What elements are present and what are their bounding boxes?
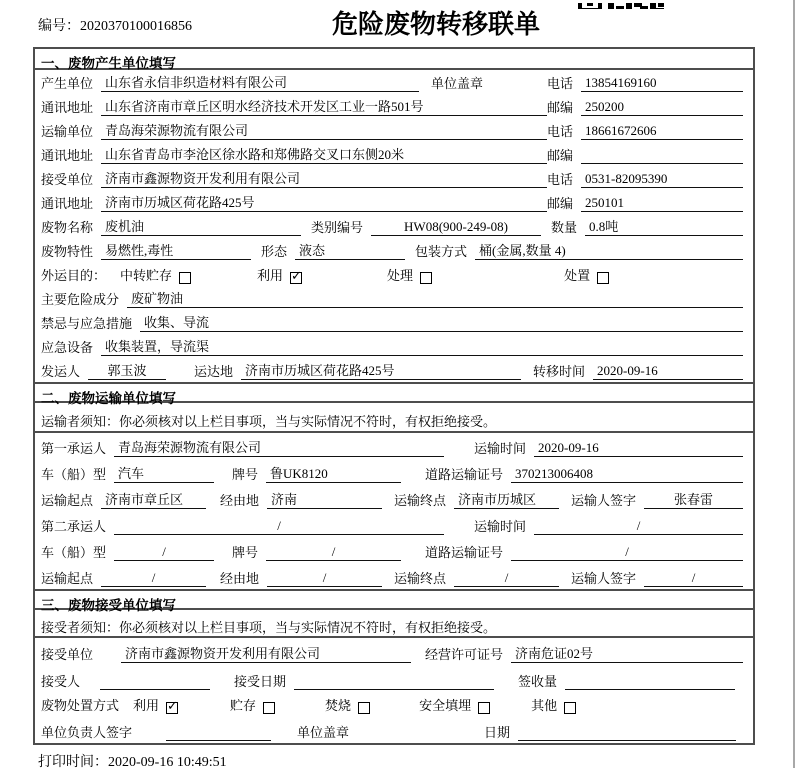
transfer-storage-label: 中转贮存 — [120, 268, 173, 283]
date2-label: 日期 — [484, 725, 511, 740]
accept-person-row — [35, 665, 753, 692]
first-carrier-label: 第一承运人 — [41, 441, 107, 456]
license-label: 经营许可证号 — [425, 647, 504, 662]
signed-amount-label: 签收量 — [518, 674, 558, 689]
phone1-label: 电话 — [547, 76, 574, 91]
print-time-value: 2020-09-16 10:49:51 — [108, 755, 227, 768]
address1-label: 通讯地址 — [41, 100, 94, 115]
treatment-checkbox — [420, 272, 432, 284]
transporter-address-row — [35, 142, 753, 166]
address3-label: 通讯地址 — [41, 196, 94, 211]
disposal-method-label: 废物处置方式 — [41, 698, 120, 713]
transport-time2-label: 运输时间 — [474, 519, 527, 534]
manifest-form — [33, 47, 755, 745]
address2-label: 通讯地址 — [41, 148, 94, 163]
origin1-label: 运输起点 — [41, 493, 94, 508]
road-permit1-label: 道路运输证号 — [425, 467, 504, 482]
address2-value: 山东省青岛市李沧区徐水路和郑佛路交叉口东侧20米 — [101, 144, 547, 164]
zip3-label: 邮编 — [547, 196, 574, 211]
phone2-label: 电话 — [547, 124, 574, 139]
date2-value — [518, 725, 736, 741]
disposal-other-label: 其他 — [531, 698, 558, 713]
vehicle-type1-value: 汽车 — [114, 463, 214, 483]
print-time — [38, 751, 227, 768]
receiver-value: 济南市鑫源物资开发利用有限公司 — [101, 168, 547, 188]
hazard-component-value: 废矿物油 — [127, 288, 743, 308]
reuse-checkbox — [290, 272, 302, 284]
packing-value: 桶(金属,数量 4) — [475, 240, 743, 260]
disposal-landfill-label: 安全填埋 — [419, 698, 472, 713]
hazard-component-label: 主要危险成分 — [41, 292, 120, 307]
unit-seal2-label: 单位盖章 — [297, 725, 350, 740]
phone2-value: 18661672606 — [581, 123, 743, 140]
purpose-option-disposal — [564, 265, 609, 284]
destination-value: 济南市历城区荷花路425号 — [241, 360, 521, 380]
vehicle2-row — [35, 537, 753, 563]
road-permit1-value: 370213006408 — [511, 466, 743, 483]
qr-code-fragment-icon — [578, 0, 664, 9]
disposal-other-checkbox — [564, 702, 576, 714]
treatment-label: 处理 — [387, 268, 414, 283]
vehicle1-row — [35, 459, 753, 485]
disposal-option-incineration — [325, 695, 370, 714]
shipper-label: 发运人 — [41, 364, 81, 379]
responsible-sign-row — [35, 716, 753, 743]
class-code-value: HW08(900-249-08) — [371, 219, 541, 236]
disposal-reuse-label: 利用 — [133, 698, 160, 713]
disposal-storage-checkbox — [263, 702, 275, 714]
transport-time2-value: / — [534, 518, 743, 535]
end2-label: 运输终点 — [394, 571, 447, 586]
section1-heading: 一、废物产生单位填写 — [35, 49, 753, 70]
origin2-label: 运输起点 — [41, 571, 94, 586]
zip3-value: 250101 — [581, 195, 743, 212]
emergency-equipment-row — [35, 334, 753, 358]
transporter-label: 运输单位 — [41, 124, 94, 139]
route1-row — [35, 485, 753, 511]
transporter-group — [41, 120, 547, 140]
section1-body — [35, 70, 753, 382]
page-title: 危险废物转移联单 — [332, 9, 541, 39]
serial-number — [38, 15, 192, 35]
print-time-label: 打印时间： — [38, 755, 108, 768]
reuse-label: 利用 — [257, 268, 284, 283]
transporter-row — [35, 118, 753, 142]
transport-purpose-label: 外运目的： — [41, 268, 107, 283]
origin2-value: / — [101, 570, 206, 587]
accept-person-value — [100, 674, 210, 690]
phone3-value: 0531-82095390 — [581, 171, 743, 188]
page-right-edge — [793, 0, 795, 768]
section2-body — [35, 403, 753, 589]
shipper-value: 郭玉波 — [88, 360, 166, 380]
serial-label: 编号： — [38, 19, 80, 34]
unit-seal-label: 单位盖章 — [431, 76, 484, 91]
accept-unit-row — [35, 638, 753, 665]
waste-traits-row — [35, 238, 753, 262]
waste-form-label: 形态 — [261, 244, 288, 259]
disposal-method-row — [35, 692, 753, 716]
disposal-landfill-checkbox — [478, 702, 490, 714]
road-permit2-label: 道路运输证号 — [425, 545, 504, 560]
waste-name-row — [35, 214, 753, 238]
disposal-option-other — [531, 695, 576, 714]
plate2-value: / — [266, 544, 401, 561]
disposal-incineration-checkbox — [358, 702, 370, 714]
carrier-sign2-label: 运输人签字 — [571, 571, 637, 586]
waste-traits-value: 易燃性,毒性 — [101, 240, 251, 260]
purpose-option-reuse — [257, 265, 302, 284]
packing-label: 包装方式 — [415, 244, 468, 259]
producer-left-group — [41, 72, 547, 92]
license-value: 济南危证02号 — [511, 643, 743, 663]
disposal-incineration-label: 焚烧 — [325, 698, 352, 713]
waste-name-label: 废物名称 — [41, 220, 94, 235]
transport-time1-value: 2020-09-16 — [534, 440, 743, 457]
purpose-option-treatment — [387, 265, 432, 284]
class-code-label: 类别编号 — [311, 220, 364, 235]
zip1-value: 250200 — [581, 99, 743, 116]
disposal-reuse-checkbox — [166, 702, 178, 714]
transporter-notice: 运输者须知：你必须核对以上栏目事项，当与实际情况不符时，有权拒绝接受。 — [35, 403, 753, 433]
carrier-sign1-value: 张春雷 — [644, 489, 743, 509]
plate1-label: 牌号 — [232, 467, 259, 482]
receiver-address-group — [41, 192, 547, 212]
disposal-label: 处置 — [564, 268, 591, 283]
receiver-group — [41, 168, 547, 188]
zip2-value — [581, 148, 743, 164]
taboo-measures-label: 禁忌与应急措施 — [41, 316, 133, 331]
quantity-label: 数量 — [551, 220, 578, 235]
via2-label: 经由地 — [220, 571, 260, 586]
disposal-option-landfill — [419, 695, 490, 714]
first-carrier-value: 青岛海荣源物流有限公司 — [114, 437, 444, 457]
vehicle-type2-label: 车（船）型 — [41, 545, 107, 560]
disposal-checkbox — [597, 272, 609, 284]
producer-address-row — [35, 94, 753, 118]
accept-date-label: 接受日期 — [234, 674, 287, 689]
second-carrier-row — [35, 511, 753, 537]
via1-label: 经由地 — [220, 493, 260, 508]
producer-unit-label: 产生单位 — [41, 76, 94, 91]
zip1-label: 邮编 — [547, 100, 574, 115]
route2-row — [35, 563, 753, 589]
transfer-time-label: 转移时间 — [533, 364, 586, 379]
disposal-option-storage — [230, 695, 275, 714]
section3-body — [35, 610, 753, 743]
serial-value: 2020370100016856 — [80, 19, 192, 34]
transport-purpose-row — [35, 262, 753, 286]
phone1-value: 13854169160 — [581, 75, 743, 92]
transport-time1-label: 运输时间 — [474, 441, 527, 456]
receiver-row — [35, 166, 753, 190]
transporter-address-group — [41, 144, 547, 164]
carrier-sign2-value: / — [644, 570, 743, 587]
waste-form-value: 液态 — [295, 240, 405, 260]
receiver-notice: 接受者须知：你必须核对以上栏目事项，当与实际情况不符时，有权拒绝接受。 — [35, 610, 753, 638]
purpose-option-transfer-storage — [120, 265, 191, 284]
accept-unit-value: 济南市鑫源物资开发利用有限公司 — [121, 643, 411, 663]
shipper-row — [35, 358, 753, 382]
vehicle-type2-value: / — [114, 544, 214, 561]
address1-value: 山东省济南市章丘区明水经济技术开发区工业一路501号 — [101, 96, 547, 116]
emergency-equipment-label: 应急设备 — [41, 340, 94, 355]
producer-unit-value: 山东省永信非织造材料有限公司 — [101, 72, 419, 92]
transfer-time-value: 2020-09-16 — [593, 363, 743, 380]
second-carrier-value: / — [114, 518, 444, 535]
transfer-storage-checkbox — [179, 272, 191, 284]
end2-value: / — [454, 570, 559, 587]
end1-value: 济南市历城区 — [454, 489, 559, 509]
responsible-sign-label: 单位负责人签字 — [41, 725, 133, 740]
producer-row — [35, 70, 753, 94]
accept-date-value — [294, 674, 494, 690]
accept-unit-label: 接受单位 — [41, 647, 94, 662]
first-carrier-row — [35, 433, 753, 459]
second-carrier-label: 第二承运人 — [41, 519, 107, 534]
carrier-sign1-label: 运输人签字 — [571, 493, 637, 508]
origin1-value: 济南市章丘区 — [101, 489, 206, 509]
responsible-sign-value — [166, 725, 271, 741]
taboo-measures-value: 收集、导流 — [140, 312, 743, 332]
taboo-measures-row — [35, 310, 753, 334]
disposal-option-reuse — [133, 695, 178, 714]
road-permit2-value: / — [511, 544, 743, 561]
destination-label: 运达地 — [194, 364, 234, 379]
signed-amount-value — [565, 674, 735, 690]
section2-heading: 二、废物运输单位填写 — [35, 382, 753, 403]
section3-heading: 三、废物接受单位填写 — [35, 589, 753, 610]
plate2-label: 牌号 — [232, 545, 259, 560]
quantity-value: 0.8吨 — [585, 216, 743, 236]
phone3-label: 电话 — [547, 172, 574, 187]
plate1-value: 鲁UK8120 — [266, 463, 401, 483]
receiver-address-row — [35, 190, 753, 214]
hazard-component-row — [35, 286, 753, 310]
via2-value: / — [267, 570, 382, 587]
zip2-label: 邮编 — [547, 148, 574, 163]
waste-name-value: 废机油 — [101, 216, 301, 236]
accept-person-label: 接受人 — [41, 674, 81, 689]
via1-value: 济南 — [267, 489, 382, 509]
transporter-value: 青岛海荣源物流有限公司 — [101, 120, 547, 140]
end1-label: 运输终点 — [394, 493, 447, 508]
disposal-storage-label: 贮存 — [230, 698, 257, 713]
vehicle-type1-label: 车（船）型 — [41, 467, 107, 482]
producer-address-group — [41, 96, 547, 116]
receiver-label: 接受单位 — [41, 172, 94, 187]
emergency-equipment-value: 收集装置，导流渠 — [101, 336, 743, 356]
waste-traits-label: 废物特性 — [41, 244, 94, 259]
address3-value: 济南市历城区荷花路425号 — [101, 192, 547, 212]
